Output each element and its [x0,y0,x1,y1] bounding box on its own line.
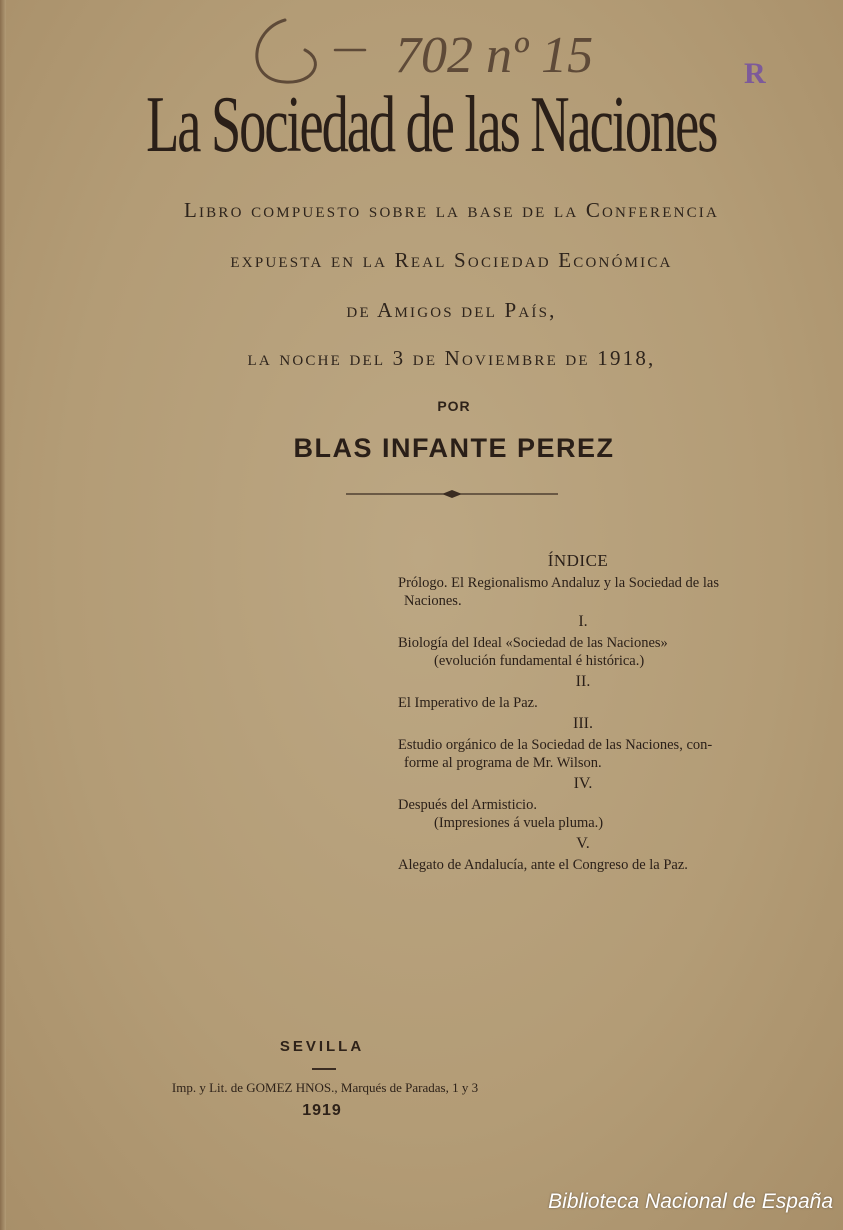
index-entry [398,694,778,712]
imprint-year: 1919 [302,1102,342,1119]
subtitle-line-4: la noche del 3 de Noviembre de 1918, [247,346,656,370]
book-title: La Sociedad de las Naciones [146,81,717,169]
chapter-numeral: V. [576,835,590,852]
index-entry [398,796,778,832]
chapter-numeral: I. [578,613,588,630]
index-entry-line2: (evolución fundamental é histórica.) [434,653,645,669]
chapter-numeral: IV. [573,775,593,792]
index-entry-line1: Estudio orgánico de la Sociedad de las Naciones, con- [398,737,713,753]
subtitle-line-1: Libro compuesto sobre la base de la Conferencia [183,198,720,222]
subtitle-line-3: de Amigos del País, [346,298,557,322]
index-prologue-line2: Naciones. [404,593,462,609]
imprint-city: SEVILLA [279,1038,365,1055]
handwritten-note [245,10,685,88]
page-edge [0,0,6,1230]
index-entry-line2: (Impresiones á vuela pluma.) [434,815,604,831]
library-watermark: Biblioteca Nacional de España [548,1190,833,1213]
index-entry [398,634,778,670]
library-stamp: R [744,57,766,90]
index-prologue [398,574,778,610]
chapter-numeral: III. [573,715,593,732]
index-entry-line1: Después del Armisticio. [398,797,537,813]
index-entry-line1: Biología del Ideal «Sociedad de las Naciones» [398,635,668,651]
chapter-numeral: II. [575,673,591,690]
index-entry [398,736,778,772]
imprint-rule [312,1068,336,1070]
index-entry [398,856,778,874]
index-entry-line2: forme al programa de Mr. Wilson. [404,755,602,771]
index-entry-line1: Alegato de Andalucía, ante el Congreso de la Paz. [398,857,688,873]
imprint-printer: Imp. y Lit. de GOMEZ HNOS., Marqués de Paradas, 1 y 3 [171,1080,479,1095]
index-heading: ÍNDICE [547,551,609,570]
subtitle-line-2: expuesta en la Real Sociedad Económica [230,248,673,272]
ornament-divider [346,488,558,500]
author-name: BLAS INFANTE PEREZ [293,433,615,463]
table-of-contents [398,552,778,874]
index-prologue-line1: Prólogo. El Regionalismo Andaluz y la Sociedad de las [398,575,719,591]
handwritten-note-text: 702 nº 15 [395,27,594,84]
index-entry-line1: El Imperativo de la Paz. [398,695,538,711]
por-label: POR [437,398,471,414]
